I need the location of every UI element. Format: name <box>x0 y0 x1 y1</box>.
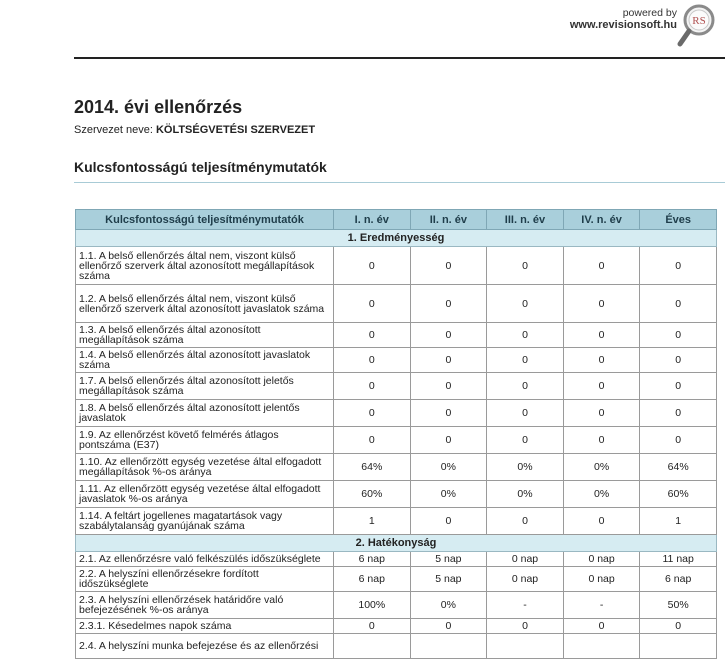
indicator-value: 0 <box>640 323 717 348</box>
indicator-value: 1 <box>640 508 717 535</box>
indicator-value: - <box>563 592 640 619</box>
indicator-value: 1 <box>334 508 411 535</box>
kpi-table <box>75 209 717 659</box>
table-row <box>76 373 717 400</box>
indicator-label: 1.1. A belső ellenőrzés által nem, viszont külső ellenőrző szerverk által azonosított megállapítások száma <box>76 247 334 285</box>
indicator-value: 0% <box>410 592 487 619</box>
table-row <box>76 323 717 348</box>
indicator-value: 0 <box>563 348 640 373</box>
indicator-value: 64% <box>640 454 717 481</box>
indicator-label: 1.8. A belső ellenőrzés által azonosított jelentős javaslatok <box>76 400 334 427</box>
table-row <box>76 592 717 619</box>
indicator-value: 6 nap <box>640 567 717 592</box>
indicator-value: 0 <box>563 323 640 348</box>
indicator-label: 1.2. A belső ellenőrzés által nem, viszont külső ellenőrző szerverk által azonosított javaslatok száma <box>76 285 334 323</box>
table-row <box>76 552 717 567</box>
indicator-label: 1.7. A belső ellenőrzés által azonosított jeletős megállapítások száma <box>76 373 334 400</box>
indicator-label: 2.3. A helyszíni ellenőrzések határidőre való befejezésének %-os aránya <box>76 592 334 619</box>
section-divider <box>74 182 725 183</box>
indicator-value: 6 nap <box>334 552 411 567</box>
indicator-value: 0 <box>410 323 487 348</box>
indicator-value: 0 <box>487 348 564 373</box>
indicator-value: 0 <box>487 400 564 427</box>
header-divider <box>74 57 725 59</box>
indicator-value <box>410 634 487 659</box>
indicator-label: 1.3. A belső ellenőrzés által azonosított megállapítások száma <box>76 323 334 348</box>
indicator-value: 0 <box>334 427 411 454</box>
column-header: Kulcsfontosságú teljesítménymutatók <box>76 210 334 230</box>
indicator-value <box>563 634 640 659</box>
indicator-value: 5 nap <box>410 567 487 592</box>
indicator-value: 0 <box>410 427 487 454</box>
powered-by <box>570 7 677 31</box>
indicator-value: 0% <box>563 481 640 508</box>
indicator-value: 0 <box>640 285 717 323</box>
indicator-value: 0 <box>640 400 717 427</box>
indicator-label: 1.11. Az ellenőrzött egység vezetése által elfogadott javaslatok %-os aránya <box>76 481 334 508</box>
indicator-value: 0 <box>334 323 411 348</box>
column-header: IV. n. év <box>563 210 640 230</box>
indicator-value: 0% <box>410 481 487 508</box>
indicator-value: 0 nap <box>563 567 640 592</box>
indicator-value: 0% <box>563 454 640 481</box>
indicator-value: 0 <box>487 323 564 348</box>
indicator-value: 0 <box>640 348 717 373</box>
group-label: 1. Eredményesség <box>76 230 717 247</box>
indicator-value: 0% <box>410 454 487 481</box>
table-group-row <box>76 230 717 247</box>
page-title: 2014. évi ellenőrzés <box>74 97 243 117</box>
indicator-value: 0 <box>334 247 411 285</box>
indicator-label: 2.2. A helyszíni ellenőrzésekre fordított időszükséglete <box>76 567 334 592</box>
indicator-value: 0 <box>640 619 717 634</box>
indicator-value: 0 <box>563 619 640 634</box>
indicator-label: 2.3.1. Késedelmes napok száma <box>76 619 334 634</box>
indicator-value: 64% <box>334 454 411 481</box>
indicator-label: 1.14. A feltárt jogellenes magatartások vagy szabálytalanság gyanújának száma <box>76 508 334 535</box>
indicator-value: 0 <box>640 427 717 454</box>
indicator-value: 0 <box>563 400 640 427</box>
section-title: Kulcsfontosságú teljesítménymutatók <box>74 159 327 175</box>
column-header: I. n. év <box>334 210 411 230</box>
column-header: III. n. év <box>487 210 564 230</box>
table-row <box>76 634 717 659</box>
table-row <box>76 567 717 592</box>
indicator-label: 1.9. Az ellenőrzést követő felmérés átlagos pontszáma (E37) <box>76 427 334 454</box>
indicator-value: 0 <box>334 348 411 373</box>
indicator-value <box>334 634 411 659</box>
indicator-label: 2.4. A helyszíni munka befejezése és az ellenőrzési <box>76 634 334 659</box>
indicator-value: 0 <box>487 247 564 285</box>
table-row <box>76 619 717 634</box>
indicator-value: 0 <box>563 427 640 454</box>
kpi-table-body <box>76 230 717 659</box>
indicator-value: 0 <box>334 619 411 634</box>
organization-label: Szervezet neve: <box>74 124 153 136</box>
indicator-value: 0 <box>410 508 487 535</box>
indicator-value: 50% <box>640 592 717 619</box>
indicator-value: 0 <box>563 285 640 323</box>
indicator-value: 0 <box>410 373 487 400</box>
table-row <box>76 481 717 508</box>
table-row <box>76 427 717 454</box>
indicator-value: 6 nap <box>334 567 411 592</box>
indicator-value: 0 <box>487 427 564 454</box>
revisionsoft-magnifier-logo-icon <box>675 2 719 50</box>
indicator-value: 0 <box>334 373 411 400</box>
indicator-value: 0 <box>563 508 640 535</box>
indicator-value: 0 <box>410 285 487 323</box>
indicator-value: 60% <box>334 481 411 508</box>
indicator-value: 0 nap <box>563 552 640 567</box>
indicator-value: 0 <box>334 400 411 427</box>
indicator-value: 0 <box>487 285 564 323</box>
indicator-value: 0% <box>487 481 564 508</box>
indicator-value: - <box>487 592 564 619</box>
indicator-value: 0 <box>640 373 717 400</box>
powered-by-label: powered by <box>622 7 677 19</box>
indicator-label: 1.4. A belső ellenőrzés által azonosított javaslatok száma <box>76 348 334 373</box>
table-row <box>76 247 717 285</box>
indicator-value: 0 <box>487 619 564 634</box>
indicator-value <box>640 634 717 659</box>
indicator-value: 100% <box>334 592 411 619</box>
organization-line <box>74 124 315 136</box>
indicator-value: 0 <box>563 373 640 400</box>
powered-by-url[interactable]: www.revisionsoft.hu <box>569 19 677 31</box>
indicator-label: 2.1. Az ellenőrzésre való felkészülés időszükséglete <box>76 552 334 567</box>
indicator-value: 0% <box>487 454 564 481</box>
indicator-value: 0 <box>410 247 487 285</box>
indicator-value: 60% <box>640 481 717 508</box>
indicator-value: 0 nap <box>487 552 564 567</box>
table-row <box>76 348 717 373</box>
indicator-value: 0 <box>563 247 640 285</box>
logo-letters: RS <box>692 15 706 27</box>
indicator-value: 0 nap <box>487 567 564 592</box>
indicator-value: 11 nap <box>640 552 717 567</box>
indicator-label: 1.10. Az ellenőrzött egység vezetése által elfogadott megállapítások %-os aránya <box>76 454 334 481</box>
group-label: 2. Hatékonyság <box>76 535 717 552</box>
table-group-row <box>76 535 717 552</box>
indicator-value: 0 <box>410 619 487 634</box>
indicator-value: 0 <box>410 400 487 427</box>
indicator-value: 0 <box>487 508 564 535</box>
table-row <box>76 508 717 535</box>
indicator-value <box>487 634 564 659</box>
kpi-table-wrapper <box>75 209 717 659</box>
table-row <box>76 454 717 481</box>
table-header-row <box>76 210 717 230</box>
organization-name: KÖLTSÉGVETÉSI SZERVEZET <box>155 124 316 136</box>
indicator-value: 0 <box>487 373 564 400</box>
table-row <box>76 400 717 427</box>
indicator-value: 0 <box>640 247 717 285</box>
table-row <box>76 285 717 323</box>
indicator-value: 5 nap <box>410 552 487 567</box>
indicator-value: 0 <box>410 348 487 373</box>
column-header: Éves <box>640 210 717 230</box>
column-header: II. n. év <box>410 210 487 230</box>
indicator-value: 0 <box>334 285 411 323</box>
